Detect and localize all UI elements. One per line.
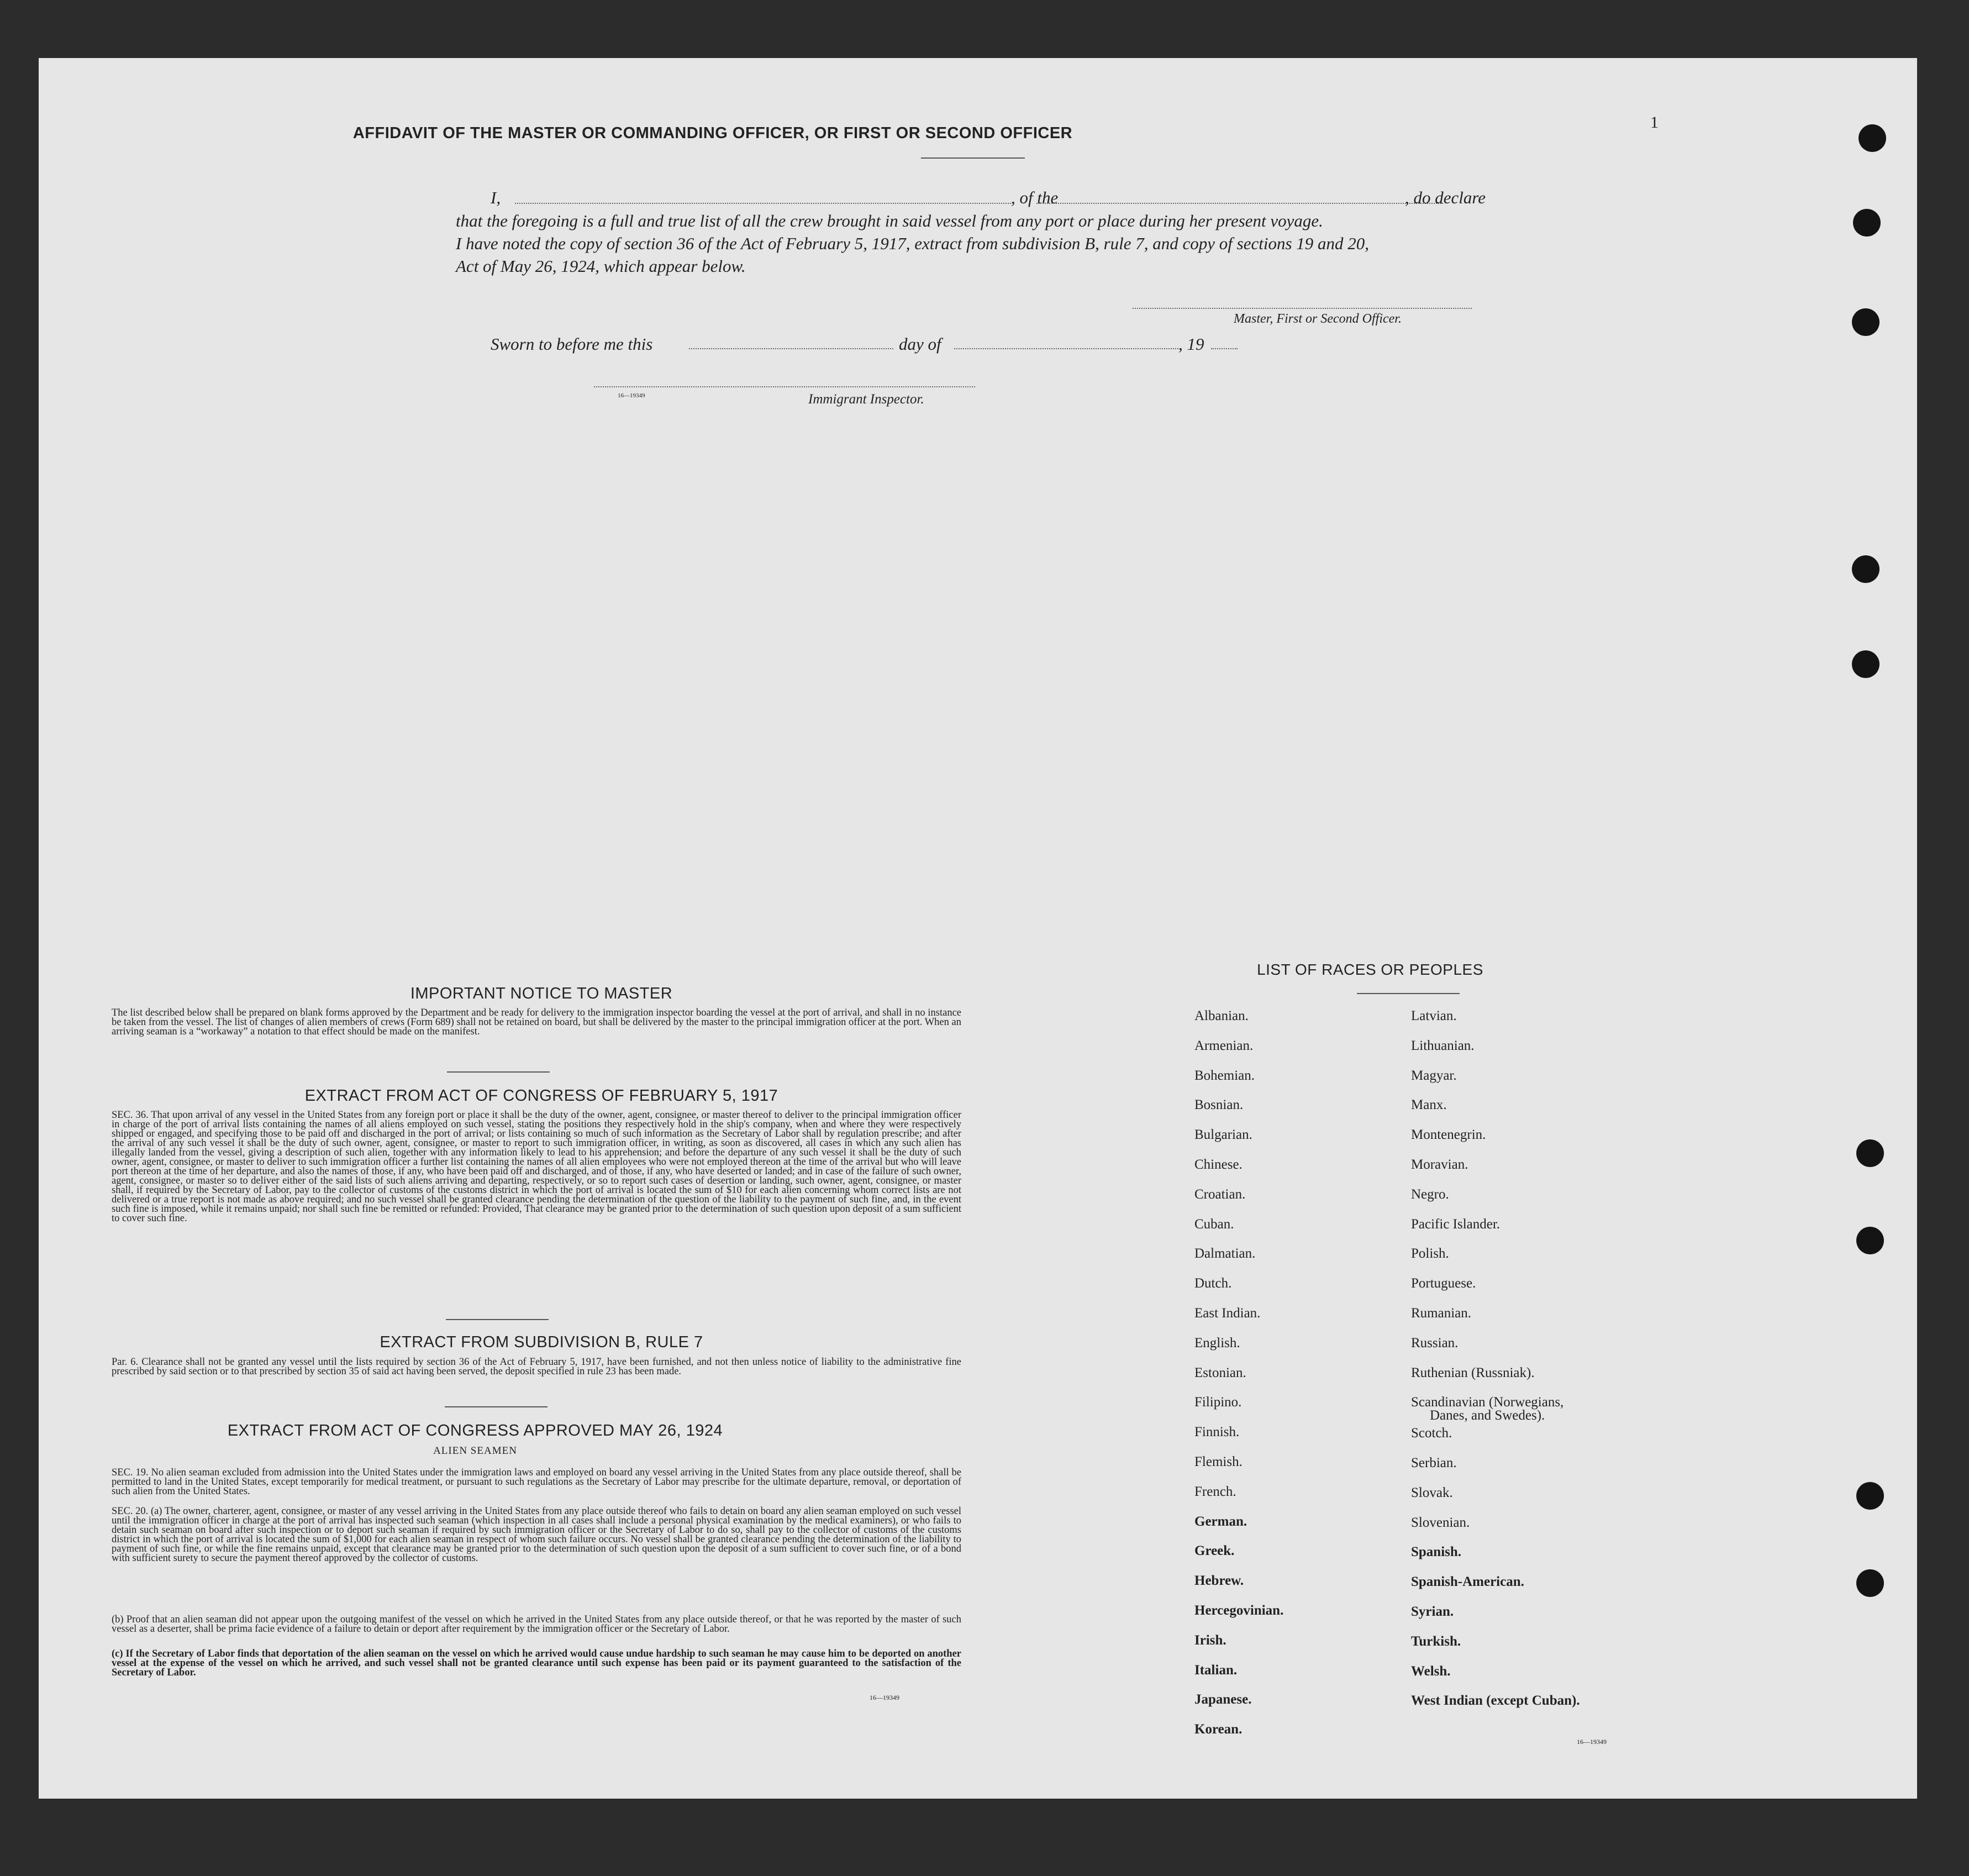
punch-hole (1856, 1569, 1884, 1597)
race-item-right: Moravian. (1411, 1157, 1468, 1172)
race-item-right: Rumanian. (1411, 1306, 1472, 1321)
race-item-left: Italian. (1194, 1662, 1238, 1678)
rule-1 (447, 1071, 550, 1073)
race-item-right: Serbian. (1411, 1455, 1457, 1470)
race-item-left: Bulgarian. (1194, 1127, 1252, 1143)
punch-hole (1856, 1139, 1884, 1167)
rule-2 (446, 1319, 549, 1320)
race-item-right: West Indian (except Cuban). (1411, 1693, 1580, 1709)
sworn-day-blank[interactable] (689, 348, 893, 349)
affidavit-line-3: I have noted the copy of section 36 of the Act of February 5, 1917, extract from subdivision B, rule 7, and copy of sections 19 and 20, (456, 234, 1370, 253)
race-item-left: Chinese. (1194, 1157, 1243, 1172)
race-item-right: Lithuanian. (1411, 1038, 1475, 1053)
race-item-right: Montenegrin. (1411, 1127, 1486, 1143)
affidavit-title: AFFIDAVIT OF THE MASTER OR COMMANDING OFFICER, OR FIRST OR SECOND OFFICER (352, 124, 1073, 142)
race-item-left: Bohemian. (1194, 1068, 1255, 1083)
punch-hole (1852, 650, 1880, 678)
subdivision-b-text: Par. 6. Clearance shall not be granted any vessel until the lists required by section 36 of the Act of February 5, 1917, have been furnished, and not then unless notice of liability to the administrative fine prescribed by said section or to that prescribed by section 35 of said act having been served, the deposit specified in rule 23 has been made. (112, 1357, 961, 1377)
race-item-left: Filipino. (1194, 1395, 1242, 1410)
race-item-left: Irish. (1194, 1632, 1226, 1648)
day-of-label: day of (899, 334, 941, 354)
subdivision-b-title: EXTRACT FROM SUBDIVISION B, RULE 7 (380, 1333, 703, 1351)
race-item-right: Slovenian. (1411, 1515, 1470, 1530)
race-item-left: German. (1194, 1514, 1247, 1529)
race-item-right: Latvian. (1411, 1008, 1457, 1023)
punch-hole (1856, 1482, 1884, 1510)
race-item-left: English. (1194, 1335, 1240, 1350)
extract-1924-sec20b: (b) Proof that an alien seaman did not appear upon the outgoing manifest of the vessel on which he arrived in the United States from any place outside thereof, or that he was reported by the master of such vessel as a deserter, shall be prima facie evidence of a failure to detain or deport after requirement by the immigration officer or the Secretary of Labor. (112, 1614, 961, 1635)
race-item-left: Hercegovinian. (1194, 1603, 1284, 1618)
races-form-number: 16—19349 (1577, 1738, 1607, 1746)
notice-text: The list described below shall be prepared on blank forms approved by the Department and be ready for delivery to the immigration inspector boarding the vessel at the port of arrival, and shall in no instance be taken from the vessel. The list of changes of alien members of crews (Form 689) shall not be retained on board, but shall be delivered by the master to the principal immigration officer at the port. When an arriving seaman is a “workaway” a notation to that effect should be made on the manifest. (112, 1007, 961, 1037)
race-item-right: Danes, and Swedes). (1430, 1408, 1545, 1423)
race-item-right: Portuguese. (1411, 1276, 1476, 1291)
extract-1924-sec20c: (c) If the Secretary of Labor finds that deportation of the alien seaman on the vessel on which he arrived would cause undue hardship to such seaman he may cause him to be deported on another vessel at the expense of the vessel on which he arrived, and such vessel shall not be granted clearance until such expense has been paid or its payment guaranteed to the satisfaction of the Secretary of Labor. (112, 1648, 961, 1678)
affidavit-form-number: 16—19349 (618, 392, 645, 399)
punch-hole (1852, 308, 1880, 336)
race-item-right: Spanish-American. (1411, 1574, 1524, 1590)
race-item-left: Korean. (1194, 1722, 1243, 1737)
title-rule (921, 157, 1025, 159)
race-item-left: Greek. (1194, 1543, 1235, 1559)
affidavit-of-the-label: , of the (1011, 188, 1059, 207)
race-item-right: Negro. (1411, 1186, 1449, 1202)
year-label: , 19 (1178, 334, 1204, 354)
race-item-right: Turkish. (1411, 1633, 1461, 1649)
race-item-right: Spanish. (1411, 1544, 1462, 1560)
races-title: LIST OF RACES OR PEOPLES (1257, 961, 1483, 978)
races-rule (1357, 993, 1460, 994)
race-item-right: Ruthenian (Russniak). (1411, 1365, 1535, 1380)
race-item-left: Bosnian. (1194, 1097, 1244, 1113)
punch-hole (1859, 124, 1886, 152)
punch-hole (1852, 555, 1880, 583)
race-item-right: Syrian. (1411, 1604, 1454, 1619)
race-item-right: Manx. (1411, 1097, 1447, 1113)
race-item-right: Polish. (1411, 1246, 1449, 1262)
affidavit-line-4: Act of May 26, 1924, which appear below. (456, 256, 746, 276)
extract-1924-form-number: 16—19349 (870, 1694, 899, 1701)
race-item-left: Flemish. (1194, 1454, 1243, 1469)
notice-title: IMPORTANT NOTICE TO MASTER (410, 985, 673, 1002)
rule-3 (445, 1406, 547, 1407)
extract-1917-text: SEC. 36. That upon arrival of any vessel in the United States from any foreign port or place it shall be the duty of the owner, agent, consignee, or master thereof to deliver to the principal immigration officer in charge of the port of arrival lists containing the names of all aliens employed on such vessel, stating the positions they respectively hold in the ship's company, when and where they were respectively shipped or engaged, and specifying those to be paid off and discharged in the port of arrival; or lists containing so much of such information as the Secretary of Labor shall by regulation prescribe; and after the arrival of any such vessel it shall be the duty of such owner, agent, consignee, or master to report to such immigration officer, in writing, as soon as discovered, all cases in which any such alien has illegally landed from the vessel, giving a description of such alien, together with any information likely to lead to his apprehension; and before the departure of any such vessel it shall be the duty of such owner, agent, consignee, or master to deliver to such immigration officer a further list containing the names of all alien employees who were not employed thereon at the time of the arrival but who will leave port thereon at the time of her departure, and also the names of those, if any, who have been paid off and discharged, and of those, if any, who have deserted or landed; and in case of the failure of such owner, agent, consignee, or master so to deliver either of the said lists of such aliens arriving and departing, respectively, or so to report such cases of desertion or landing, such owner, agent, consignee, or master shall, if required by the Secretary of Labor, pay to the collector of customs of the customs district in which the port of arrival is located the sum of $10 for each alien concerning whom correct lists are not delivered or a true report is not made as above required; and no such vessel shall be granted clearance pending the determination of the question of the liability to the payment of such fine, and, in the event such fine is imposed, while it remains unpaid; nor shall such fine be remitted or refunded: Provided, That clearance may be granted prior to the determination of such question upon deposit of a sum sufficient to cover such fine. (112, 1110, 961, 1224)
extract-1924-title: EXTRACT FROM ACT OF CONGRESS APPROVED MAY 26, 1924 (227, 1422, 723, 1439)
extract-1924-subtitle: ALIEN SEAMEN (433, 1445, 517, 1457)
race-item-left: Croatian. (1194, 1186, 1246, 1202)
race-item-right: Magyar. (1411, 1068, 1457, 1083)
corner-mark: 1 (1650, 113, 1659, 132)
extract-1924-sec20a: SEC. 20. (a) The owner, charterer, agent, consignee, or master of any vessel arriving in the United States from any place outside thereof who fails to detain on board any alien seaman employed on such vessel until the immigration officer in charge at the port of arrival has inspected such seaman (which inspection in all cases shall include a personal physical examination by the medical examiners), or who fails to detain such seaman on board after such inspection or to deport such seaman if required by such immigration officer or the Secretary of Labor to do so, shall pay to the collector of customs of the customs district in which the port of arrival is located the sum of $1,000 for each alien seaman in respect of whom such failure occurs. No vessel shall be granted clearance pending the determination of the liability to payment of such fine, or while the fine remains unpaid, except that clearance may be granted prior to the determination of such question upon the deposit of a sum sufficient to cover such fine, or of a bond with sufficient surety to secure the payment thereof approved by the collector of customs. (112, 1506, 961, 1564)
race-item-right: Russian. (1411, 1335, 1459, 1350)
punch-hole (1856, 1227, 1884, 1254)
punch-hole (1853, 209, 1881, 237)
race-item-left: Finnish. (1194, 1425, 1240, 1440)
race-item-left: East Indian. (1194, 1306, 1261, 1321)
race-item-left: Hebrew. (1194, 1573, 1244, 1589)
race-item-right: Scotch. (1411, 1426, 1452, 1441)
document-page (39, 58, 1917, 1799)
race-item-left: Albanian. (1194, 1008, 1249, 1023)
race-item-left: Estonian. (1194, 1365, 1246, 1380)
sworn-month-blank[interactable] (954, 348, 1178, 349)
race-item-left: Japanese. (1194, 1692, 1252, 1707)
name-blank[interactable] (515, 203, 1011, 204)
vessel-blank[interactable] (1036, 203, 1443, 204)
race-item-right: Scandinavian (Norwegians, (1411, 1395, 1564, 1410)
race-item-left: Dutch. (1194, 1276, 1232, 1291)
race-item-right: Welsh. (1411, 1663, 1451, 1679)
inspector-label: Immigrant Inspector. (808, 392, 924, 407)
race-item-right: Pacific Islander. (1411, 1216, 1501, 1232)
inspector-signature-blank[interactable] (594, 386, 975, 387)
race-item-left: Cuban. (1194, 1216, 1234, 1232)
extract-1924-sec19: SEC. 19. No alien seaman excluded from admission into the United States under the immigration laws and employed on board any vessel arriving in the United States from any place outside thereof, shall be permitted to land in the United States, except temporarily for medical treatment, or pursuant to such regulations as the Secretary of Labor may prescribe for the ultimate departure, removal, or deportation of such alien from the United States. (112, 1467, 961, 1497)
race-item-left: Dalmatian. (1194, 1246, 1256, 1262)
race-item-left: French. (1194, 1484, 1236, 1499)
race-item-left: Armenian. (1194, 1038, 1254, 1053)
affidavit-declare-label: , do declare (1405, 188, 1486, 207)
sworn-year-blank[interactable] (1211, 348, 1238, 349)
race-item-right: Slovak. (1411, 1485, 1453, 1500)
affidavit-i-label: I, (491, 188, 501, 207)
extract-1917-title: EXTRACT FROM ACT OF CONGRESS OF FEBRUARY 5, 1917 (304, 1087, 778, 1105)
affidavit-line-2: that the foregoing is a full and true list of all the crew brought in said vessel from any port or place during her present voyage. (456, 211, 1323, 230)
sworn-label: Sworn to before me this (491, 334, 653, 354)
master-signature-label: Master, First or Second Officer. (1234, 312, 1402, 326)
